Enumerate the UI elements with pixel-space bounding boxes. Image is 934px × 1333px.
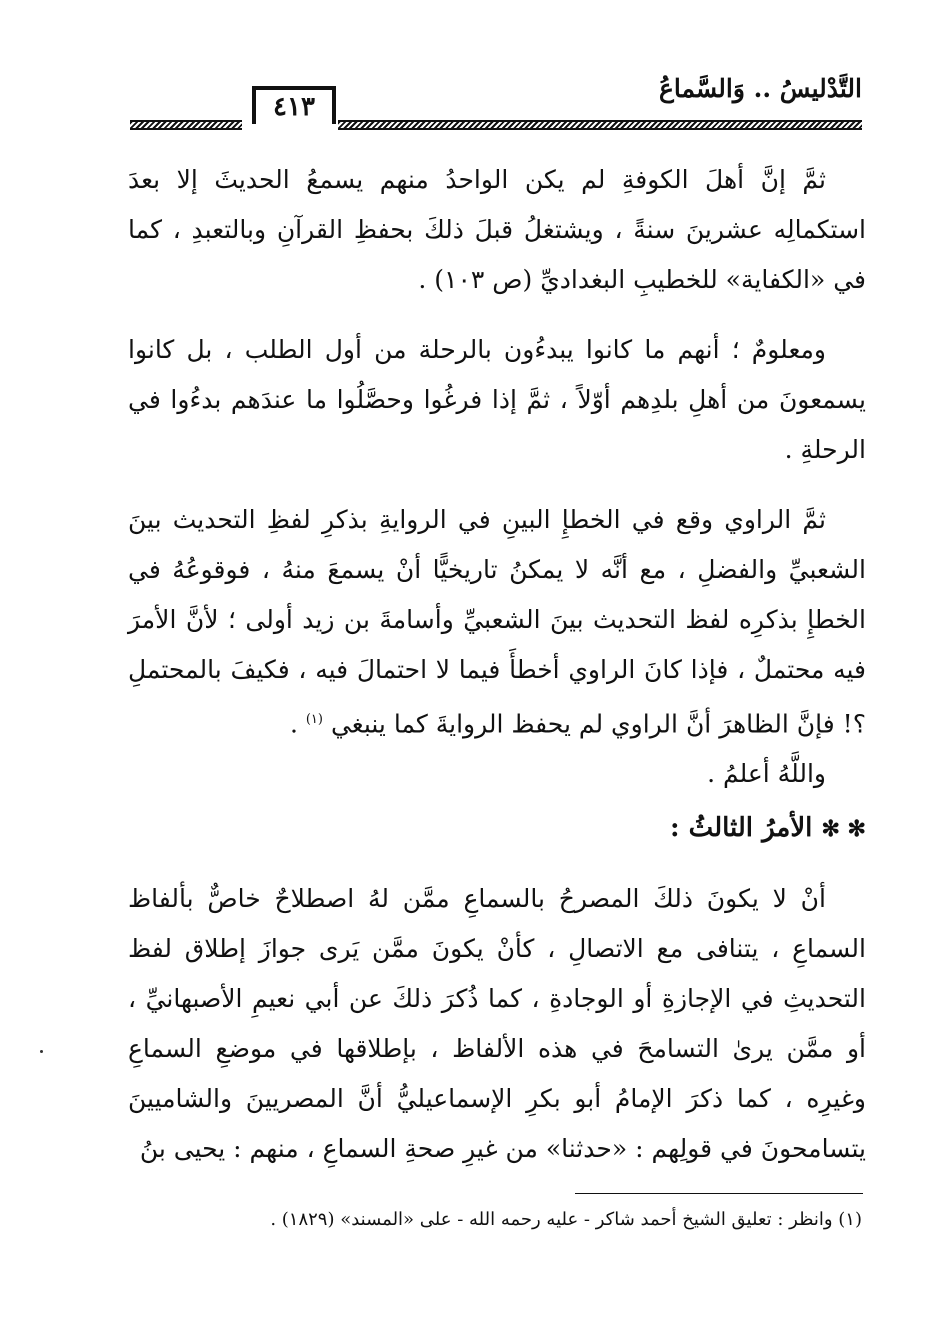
page-header: [130, 72, 862, 142]
paragraph-3-end: .: [289, 709, 306, 739]
section-heading: [128, 803, 866, 854]
header-ornament-rule-left: [130, 120, 242, 130]
page-number: ٤١٣: [252, 86, 336, 124]
paragraph-4: أنْ لا يكونَ ذلكَ المصرحُ بالسماعِ ممَّن لهُ اصطلاحٌ خاصٌّ بألفاظ السماعِ ، يتنافى مع الاتصالِ ، كأنْ يكونَ ممَّن يَرى جوازَ إطلاق لفظ التحديثِ في الإجازةِ أو الوجادةِ ، كما ذُكرَ ذلكَ عن أبي نعيمِ الأصبهانيِّ ، أو ممَّن يرىٰ التسامحَ في هذه الألفاظ ، بإطلاقها في موضعِ السماعِ وغيرِه ، كما ذكرَ الإمامُ أبو بكرِ الإسماعيليُّ أنَّ المصريينَ والشاميينَ يتسامحونَ في قولِهم : «حدثنا» من غيرِ صحةِ السماعِ ، منهم : يحيى بنُ: [128, 884, 866, 1164]
header-ornament-rule-right: [338, 120, 862, 130]
running-title: التَّدْليسُ .. وَالسَّماعُ: [658, 74, 862, 103]
footnote-separator: [575, 1193, 863, 1194]
footnote-reference: (١): [305, 712, 323, 727]
scan-speck: [40, 1050, 43, 1053]
paragraph-1: ثمَّ إنَّ أهلَ الكوفةِ لم يكن الواحدُ منهم يسمعُ الحديثَ إلا بعدَ استكمالِه عشرينَ سنةً ، ويشتغلُ قبلَ ذلكَ بحفظِ القرآنِ وبالتعبدِ ، كما في «الكفاية» للخطيبِ البغداديِّ (ص ١٠٣) .: [128, 165, 866, 294]
section-heading-text: الأمرُ الثالثُ :: [670, 813, 813, 844]
footnote: (١) وانظر : تعليق الشيخ أحمد شاكر - عليه رحمه الله - على «المسند» (١٨٢٩) .: [270, 1209, 862, 1230]
closing-formula: واللَّهُ أعلمُ .: [707, 759, 826, 789]
asterism-icon: ✻ ✻: [821, 816, 866, 843]
paragraph-2: ومعلومٌ ؛ أنهم ما كانوا يبدءُون بالرحلة من أول الطلب ، بل كانوا يسمعونَ من أهلِ بلدِهم أوّلاً ، ثمَّ إذا فرغُوا وحصَّلُوا ما عندَهم بدءُوا في الرحلةِ .: [128, 335, 866, 464]
paragraph-3: [128, 495, 866, 749]
paragraph-3-text: ثمَّ الراوي وقع في الخطإِ البينِ في الروايةِ بذكرِ لفظِ التحديث بينَ الشعبيِّ والفضلِ ، مع أنَّه لا يمكنُ تاريخيًّا أنْ يسمعَ منهُ ، فوقوعُهُ في الخطإِ بذكرِه لفظ التحديث بينَ الشعبيِّ وأسامةَ بن زيد أولى ؛ لأنَّ الأمرَ فيه محتملٌ ، فإذا كانَ الراوي أخطأَ فيما لا احتمالَ فيه ، فكيفَ بالمحتملِ ؟! فإنَّ الظاهرَ أنَّ الراوي لم يحفظ الروايةَ كما ينبغي: [128, 505, 866, 739]
main-text: [128, 155, 866, 1174]
